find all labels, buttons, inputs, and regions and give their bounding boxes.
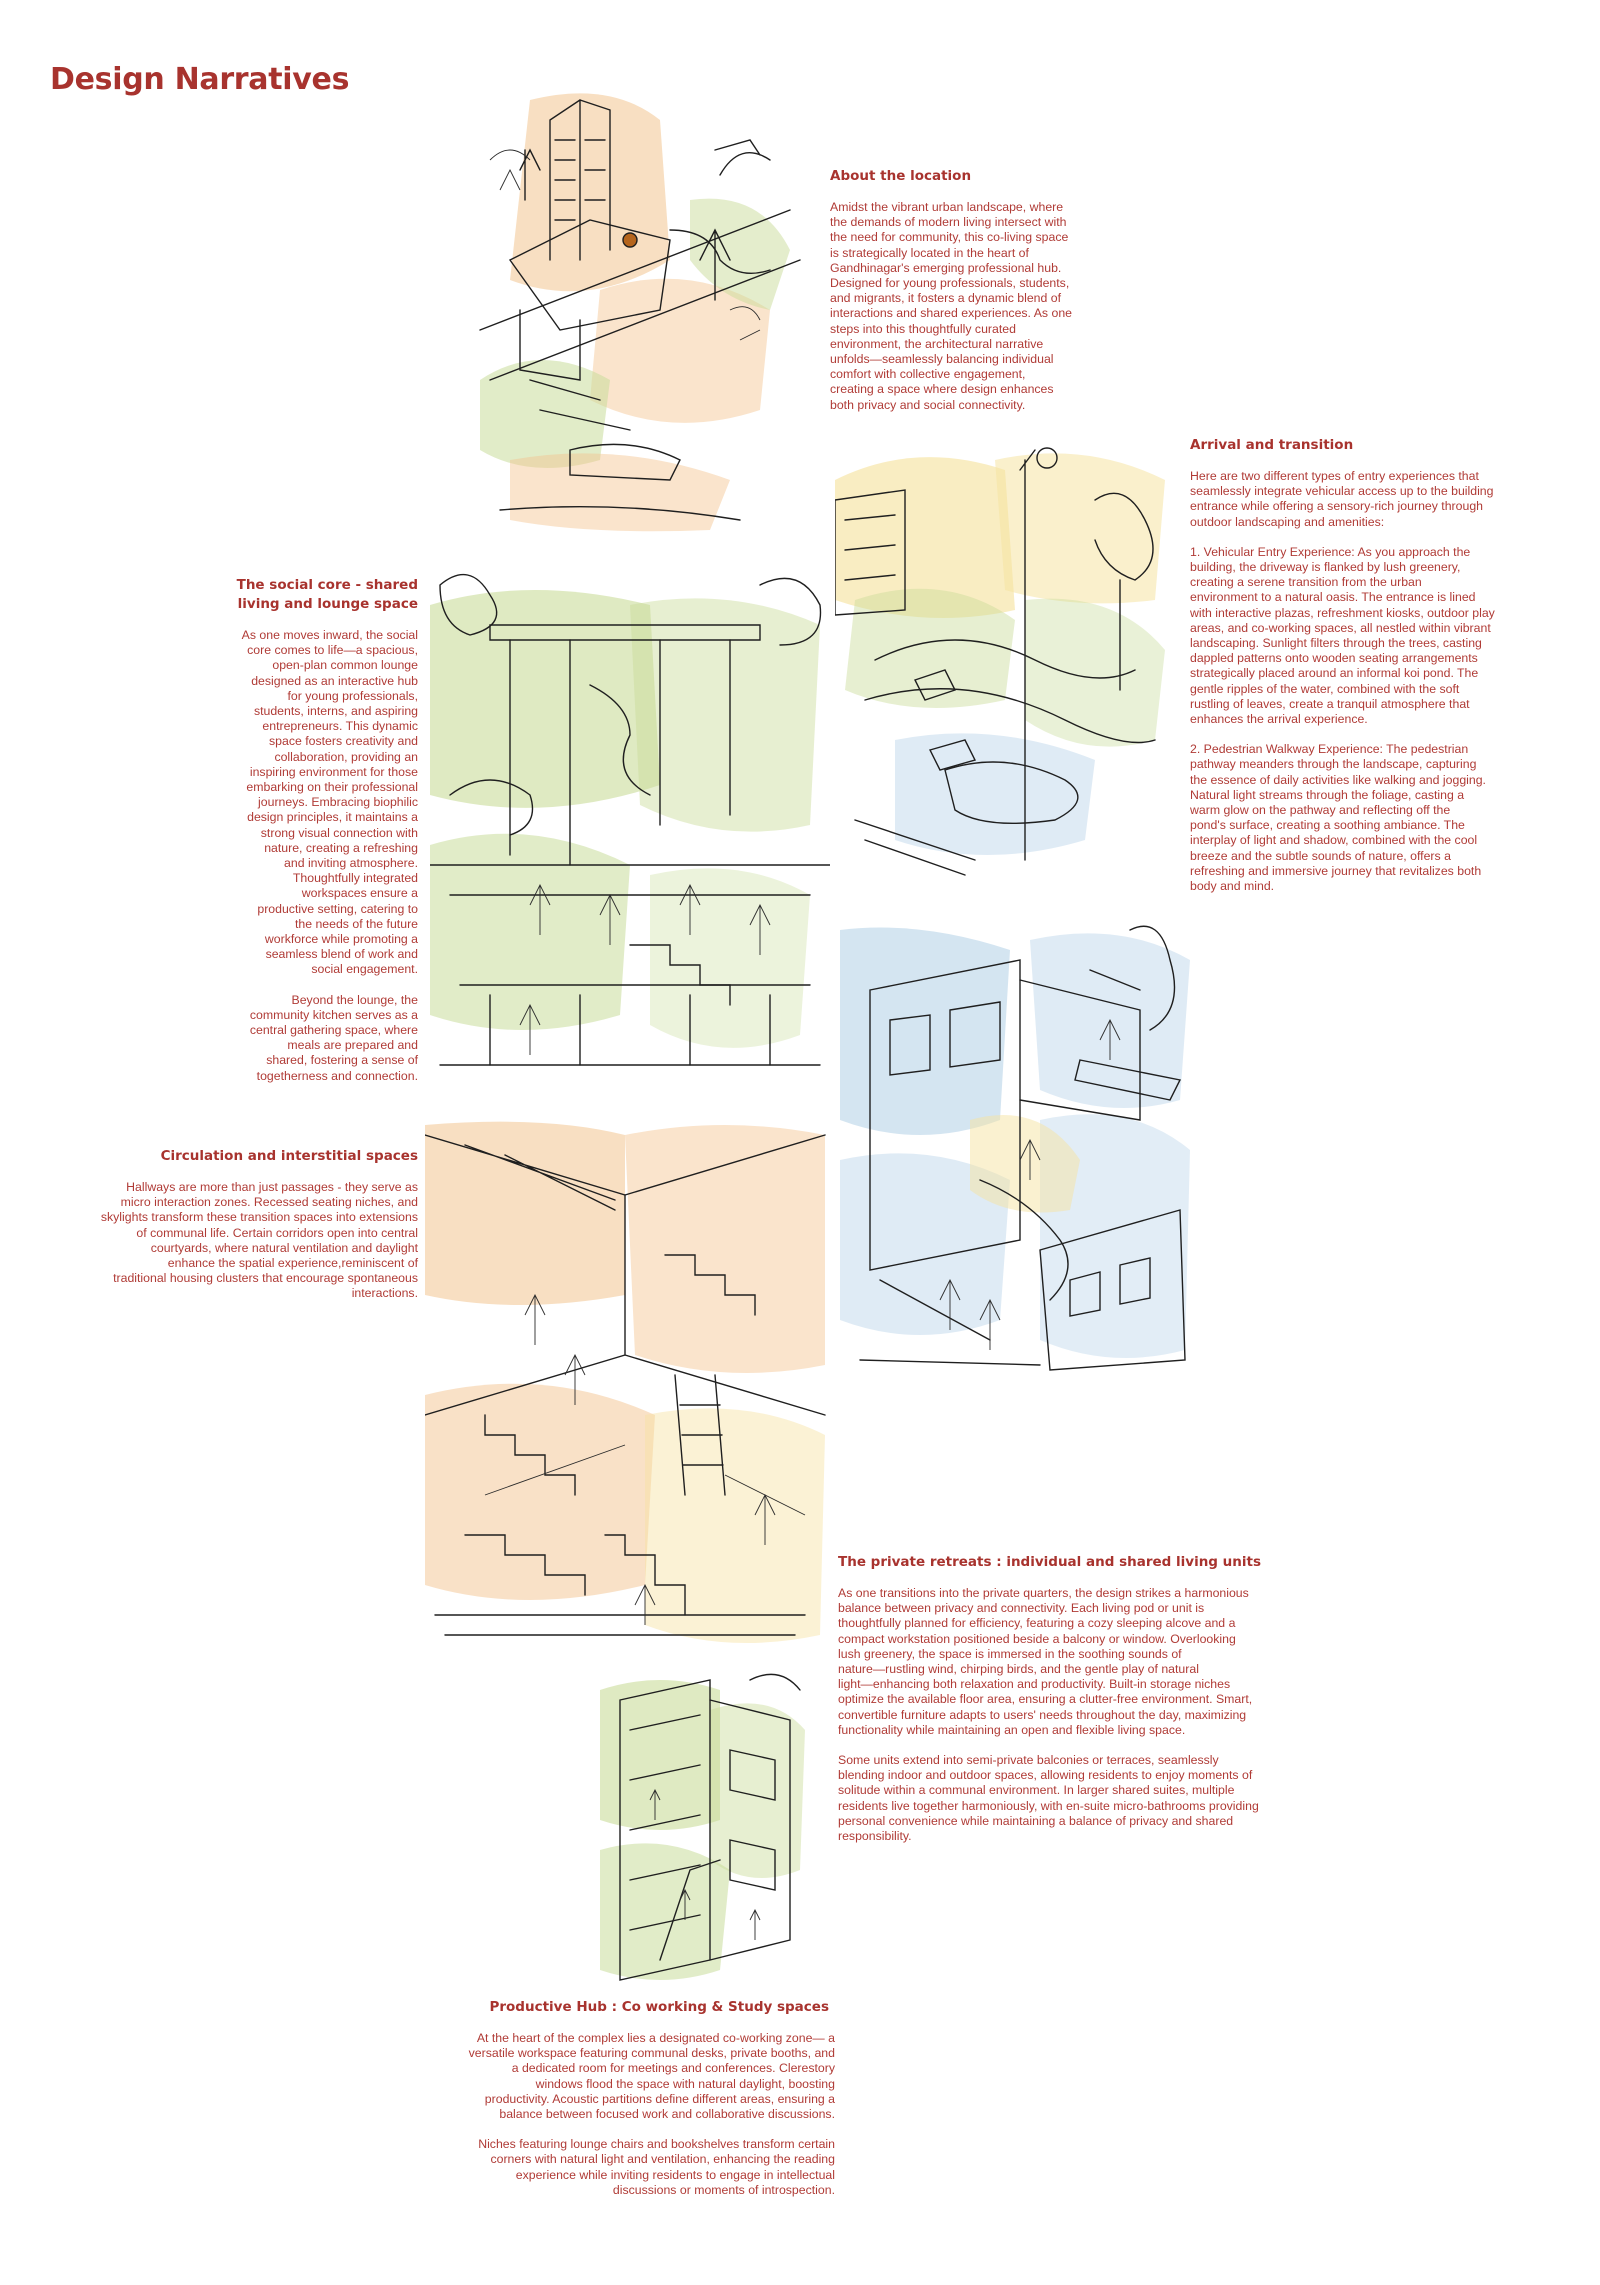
section-paragraph: As one moves inward, the social core comes to life—a spacious, open-plan common lounge designed as an interactive hub for young professionals, students, interns, and aspiring entrepreneurs. This dynamic space fosters creativity and collaboration, providing an inspiring environment for those embarking on their professional journeys. Embracing biophilic design principles, it maintains a strong visual connection with nature, creating a refreshing and inviting atmosphere. Thoughtfully integrated workspaces ensure a productive setting, catering to the needs of the future workforce while promoting a seamless blend of work and social engagement. (241, 628, 418, 977)
section-productive-hub (395, 1998, 835, 2213)
section-paragraph: 2. Pedestrian Walkway Experience: The pedestrian pathway meanders through the landscape, capturing the essence of daily activities like walking and jogging. Natural light streams through the foliage, casting a warm glow on the pathway and reflecting off the pond's surface, creating a soothing ambiance. The interplay of light and shadow, combined with the cool breeze and the subtle sounds of nature, offers a refreshing and immersive journey that revitalizes both body and mind. (1190, 742, 1486, 894)
section-about-location (830, 167, 1130, 428)
section-heading: Circulation and interstitial spaces (160, 1148, 418, 1164)
social-lounge-sketch (430, 565, 830, 1090)
section-circulation (45, 1147, 418, 1317)
coworking-hub-sketch (600, 1670, 810, 1990)
section-heading: About the location (830, 168, 972, 184)
section-paragraph: Some units extend into semi-private balconies or terraces, seamlessly blending indoor and outdoor spaces, allowing residents to enjoy moments of solitude within a communal environment. In larger shared suites, multiple residents live together harmoniously, with en-suite micro-bathrooms providing personal convenience while maintaining a balance of privacy and shared responsibility. (838, 1753, 1259, 1844)
circulation-stairs-sketch (425, 1115, 830, 1655)
section-paragraph: Niches featuring lounge chairs and bookshelves transform certain corners with natural light and ventilation, enhancing the reading experience while inviting residents to engage in intellectual discussions or moments of introspection. (478, 2137, 835, 2197)
section-heading: Arrival and transition (1190, 437, 1354, 453)
section-paragraph: Hallways are more than just passages - they serve as micro interaction zones. Recessed seating niches, and skylights transform these transition spaces into extensions of communal life. Certain corridors open into central courtyards, where natural ventilation and daylight enhance the spatial experience,reminiscent of traditional housing clusters that encourage spontaneous interactions. (100, 1180, 418, 1301)
section-arrival-transition (1190, 436, 1530, 909)
section-private-retreats (838, 1553, 1338, 1859)
section-paragraph: Amidst the vibrant urban landscape, where the demands of modern living intersect with the need for community, this co-living space is strategically located in the heart of Gandhinagar's emerging professional hub. Designed for young professionals, students, and migrants, it fosters a dynamic blend of interactions and shared experiences. As one steps into this thoughtfully curated environment, the architectural narrative unfolds—seamlessly balancing individual comfort with collective engagement, creating a space where design enhances both privacy and social connectivity. (830, 200, 1072, 412)
section-paragraph: At the heart of the complex lies a designated co-working zone— a versatile workspace featuring communal desks, private booths, and a dedicated room for meetings and conferences. Clerestory windows flood the space with natural daylight, boosting productivity. Acoustic partitions define different areas, ensuring a balance between focused work and collaborative discussions. (468, 2031, 835, 2122)
section-heading: The private retreats : individual and shared living units (838, 1554, 1262, 1570)
private-units-sketch (840, 920, 1195, 1380)
location-sketch (470, 80, 810, 535)
section-social-core (215, 576, 418, 1099)
section-paragraph: 1. Vehicular Entry Experience: As you approach the building, the driveway is flanked by lush greenery, creating a serene transition from the urban environment to a natural oasis. The entrance is lined with interactive plazas, refreshment kiosks, outdoor play areas, and co-working spaces, all nestled within vibrant landscaping. Sunlight filters through the trees, casting dappled patterns onto wooden seating arrangements strategically placed around an informal koi pond. The gentle ripples of the water, combined with the soft rustling of leaves, create a tranquil atmosphere that enhances the arrival experience. (1190, 544, 1495, 727)
section-paragraph: Beyond the lounge, the community kitchen serves as a central gathering space, where meals are prepared and shared, fostering a sense of togetherness and connection. (249, 992, 418, 1083)
page-title: Design Narratives (50, 62, 350, 97)
section-heading: The social core - shared living and lounge space (236, 577, 418, 612)
section-paragraph: As one transitions into the private quarters, the design strikes a harmonious balance between privacy and connectivity. Each living pod or unit is thoughtfully planned for efficiency, featuring a cozy sleeping alcove and a compact workstation positioned beside a balcony or window. Overlooking lush greenery, the space is immersed in the soothing sounds of nature—rustling wind, chirping birds, and the gentle play of natural light—enhancing both relaxation and productivity. Built-in storage niches optimize the available floor area, ensuring a clutter-free environment. Smart, convertible furniture adapts to users' needs throughout the day, maximizing functionality while maintaining an open and flexible living space. (838, 1586, 1253, 1737)
arrival-sketch (835, 440, 1180, 880)
section-paragraph: Here are two different types of entry experiences that seamlessly integrate vehicular access up to the building entrance while offering a sensory-rich journey through outdoor landscaping and amenities: (1190, 469, 1494, 529)
section-heading: Productive Hub : Co working & Study spaces (489, 1999, 829, 2015)
